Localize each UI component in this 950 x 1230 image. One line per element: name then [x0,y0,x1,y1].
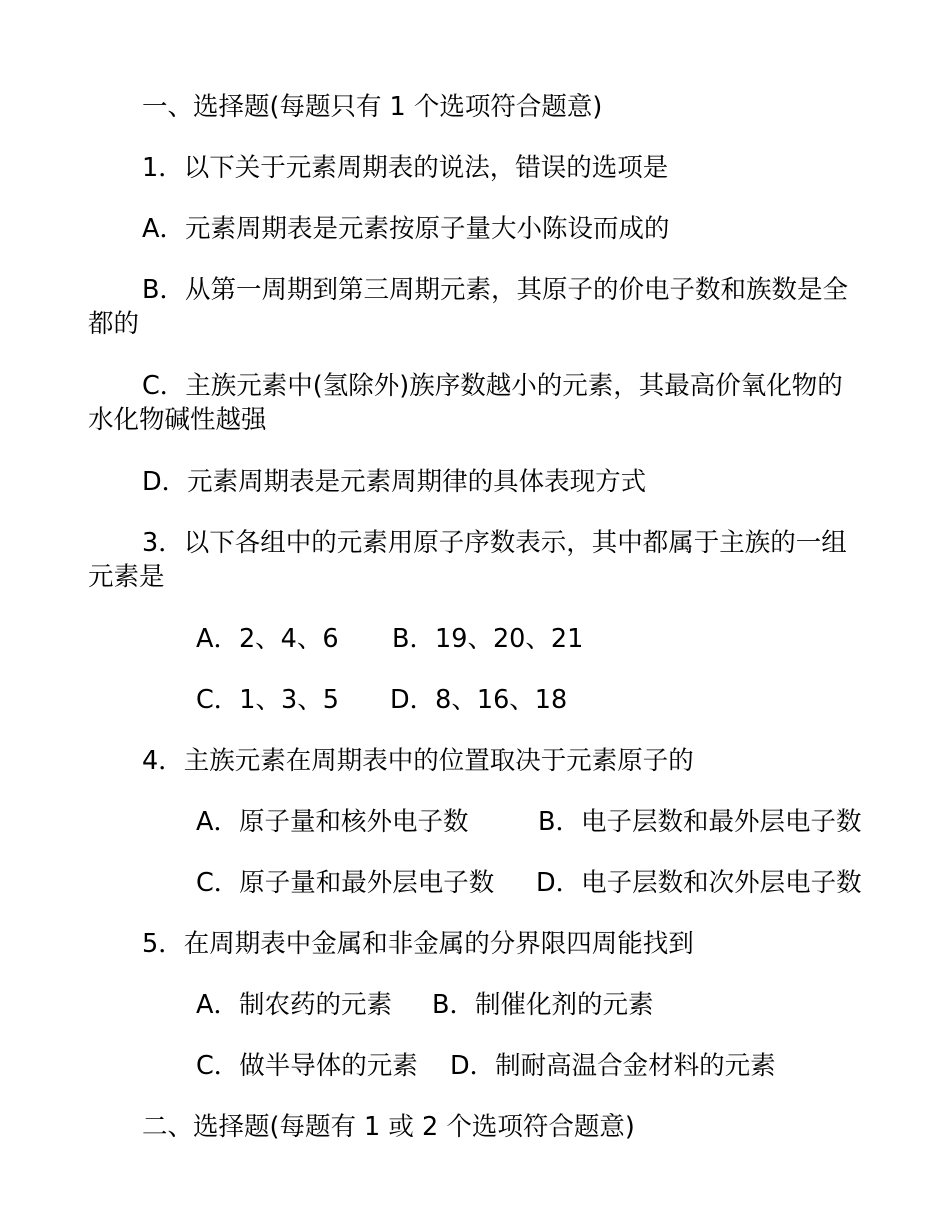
question-1-option-a: A．元素周期表是元素按原子量大小陈设而成的 [142,214,670,244]
section-heading-2: 二、选择题(每题有 1 或 2 个选项符合题意) [142,1112,635,1142]
question-5-option-c: C．做半导体的元素 [196,1051,418,1081]
question-5-stem: 5．在周期表中金属和非金属的分界限四周能找到 [142,929,694,959]
question-1-option-d: D．元素周期表是元素周期律的具体表现方式 [142,467,647,497]
question-3-stem: 3．以下各组中的元素用原子序数表示，其中都属于主族的一组元素是 [88,528,847,592]
question-4-option-d: D．电子层数和次外层电子数 [536,868,862,898]
question-4-options-row-2 [88,866,862,900]
question-1-stem: 1．以下关于元素周期表的说法，错误的选项是 [142,153,669,183]
question-5-option-a: A．制农药的元素 [196,990,392,1020]
question-4-stem: 4．主族元素在周期表中的位置取决于元素原子的 [142,746,694,776]
question-3-option-a: A．2、4、6 [196,624,339,654]
question-4-option-a: A．原子量和核外电子数 [196,807,469,837]
question-3-options-row-2 [88,683,858,717]
question-1-option-b: B．从第一周期到第三周期元素，其原子的价电子数和族数是全都的 [88,275,848,339]
question-4-option-c: C．原子量和最外层电子数 [196,868,495,898]
question-1-option-c: C．主族元素中(氢除外)族序数越小的元素，其最高价氧化物的水化物碱性越强 [88,371,843,435]
question-4-options-row-1 [88,805,862,839]
question-5-options-row-2 [88,1049,858,1083]
question-5-option-b: B．制催化剂的元素 [432,990,654,1020]
question-5-options-row-1 [88,988,858,1022]
question-3-option-c: C．1、3、5 [196,685,339,715]
question-5-option-d: D．制耐高温合金材料的元素 [450,1051,776,1081]
section-heading-1: 一、选择题(每题只有 1 个选项符合题意) [142,92,603,122]
question-3-option-b: B．19、20、21 [392,624,584,654]
question-3-option-d: D．8、16、18 [390,685,568,715]
question-3-options-row-1 [88,622,858,656]
question-4-option-b: B．电子层数和最外层电子数 [538,807,862,837]
